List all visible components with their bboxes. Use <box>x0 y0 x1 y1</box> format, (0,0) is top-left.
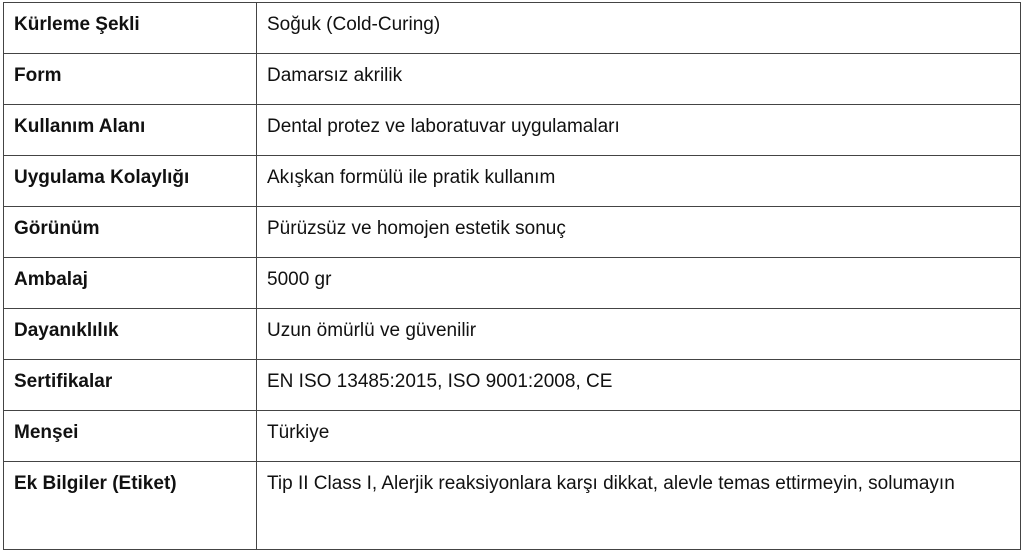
table-row <box>4 3 1021 54</box>
row-label: Kürleme Şekli <box>4 3 257 54</box>
table-row <box>4 258 1021 309</box>
table-row <box>4 462 1021 550</box>
table-row <box>4 105 1021 156</box>
row-value: Uzun ömürlü ve güvenilir <box>257 309 1021 360</box>
row-label: Dayanıklılık <box>4 309 257 360</box>
table-row <box>4 411 1021 462</box>
table-row <box>4 156 1021 207</box>
row-label: Görünüm <box>4 207 257 258</box>
table-row <box>4 360 1021 411</box>
specification-table <box>3 2 1021 550</box>
row-label: Form <box>4 54 257 105</box>
row-value: Pürüzsüz ve homojen estetik sonuç <box>257 207 1021 258</box>
row-value: Akışkan formülü ile pratik kullanım <box>257 156 1021 207</box>
row-label: Menşei <box>4 411 257 462</box>
table-row <box>4 207 1021 258</box>
row-label: Kullanım Alanı <box>4 105 257 156</box>
row-value: Türkiye <box>257 411 1021 462</box>
row-value: 5000 gr <box>257 258 1021 309</box>
row-value: Soğuk (Cold-Curing) <box>257 3 1021 54</box>
table-row <box>4 309 1021 360</box>
table-row <box>4 54 1021 105</box>
row-label: Uygulama Kolaylığı <box>4 156 257 207</box>
row-label: Sertifikalar <box>4 360 257 411</box>
row-value: Dental protez ve laboratuvar uygulamaları <box>257 105 1021 156</box>
row-value: EN ISO 13485:2015, ISO 9001:2008, CE <box>257 360 1021 411</box>
row-value: Damarsız akrilik <box>257 54 1021 105</box>
row-label: Ambalaj <box>4 258 257 309</box>
row-value: Tip II Class I, Alerjik reaksiyonlara karşı dikkat, alevle temas ettirmeyin, solumayın <box>257 462 1021 550</box>
row-label: Ek Bilgiler (Etiket) <box>4 462 257 550</box>
